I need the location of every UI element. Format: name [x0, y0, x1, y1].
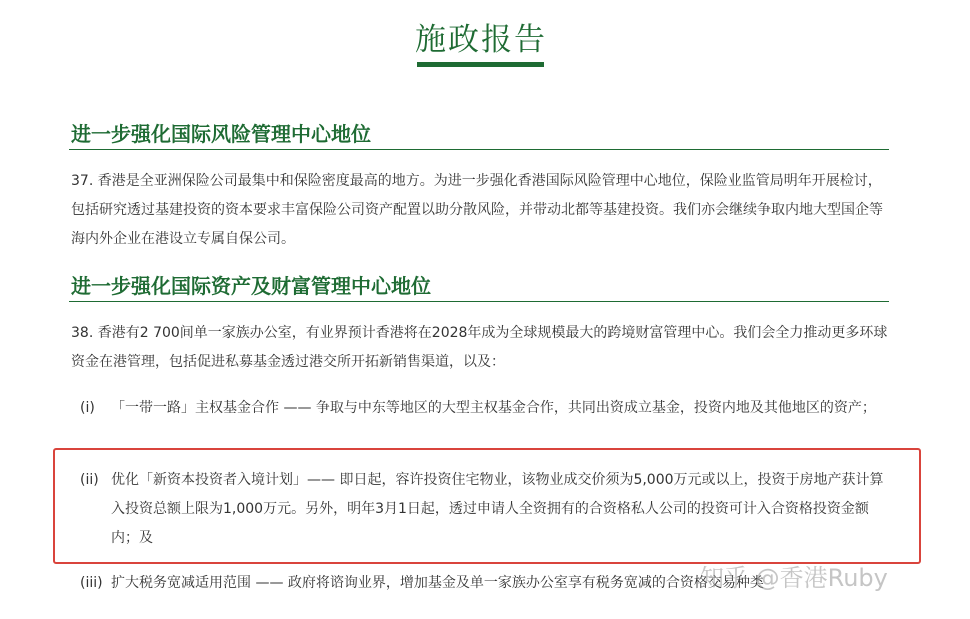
paragraph-38: 38. 香港有2 700间单一家族办公室，有业界预计香港将在2028年成为全球规模最大的跨境财富管理中心。我们会全力推动更多环球资金在港管理，包括促进私募基金透过港交所开拓新销售渠道，以及：: [71, 325, 888, 370]
section-heading-wealth-management: 进一步强化国际资产及财富管理中心地位: [71, 274, 431, 298]
watermark: 知乎 @香港Ruby: [700, 564, 888, 592]
list-item-number: (ii): [80, 472, 99, 488]
list-item-number: (iii): [80, 575, 103, 591]
paragraph-37: 37. 香港是全亚洲保险公司最集中和保险密度最高的地方。为进一步强化香港国际风险管理中心地位，保险业监管局明年开展检讨，包括研究透过基建投资的资本要求丰富保险公司资产配置以助分散风险，并带动北都等基建投资。我们亦会继续争取内地大型国企等海内外企业在港设立专属自保公司。: [71, 173, 883, 247]
list-item-i: [80, 394, 890, 423]
list-item-text: 优化「新资本投资者入境计划」—— 即日起，容许投资住宅物业，该物业成交价须为5,000万元或以上，投资于房地产获计算入投资总额上限为1,000万元。另外，明年3月1日起，透过申请人全资拥有的合资格私人公司的投资可计入合资格投资金额内；及: [111, 472, 884, 546]
list-item-text: 扩大税务宽减适用范围 —— 政府将谘询业界，增加基金及单一家族办公室享有税务宽减的合资格交易种类: [111, 575, 764, 591]
section-divider: [69, 301, 889, 302]
list-item-number: (i): [80, 400, 95, 416]
page-title: 施政报告: [415, 22, 547, 58]
title-underline: [417, 62, 544, 67]
highlight-box: [53, 448, 921, 564]
list-item-text: 「一带一路」主权基金合作 —— 争取与中东等地区的大型主权基金合作，共同出资成立基金，投资内地及其他地区的资产；: [111, 400, 876, 416]
section-heading-risk-management: 进一步强化国际风险管理中心地位: [71, 122, 371, 146]
section-divider: [69, 149, 889, 150]
